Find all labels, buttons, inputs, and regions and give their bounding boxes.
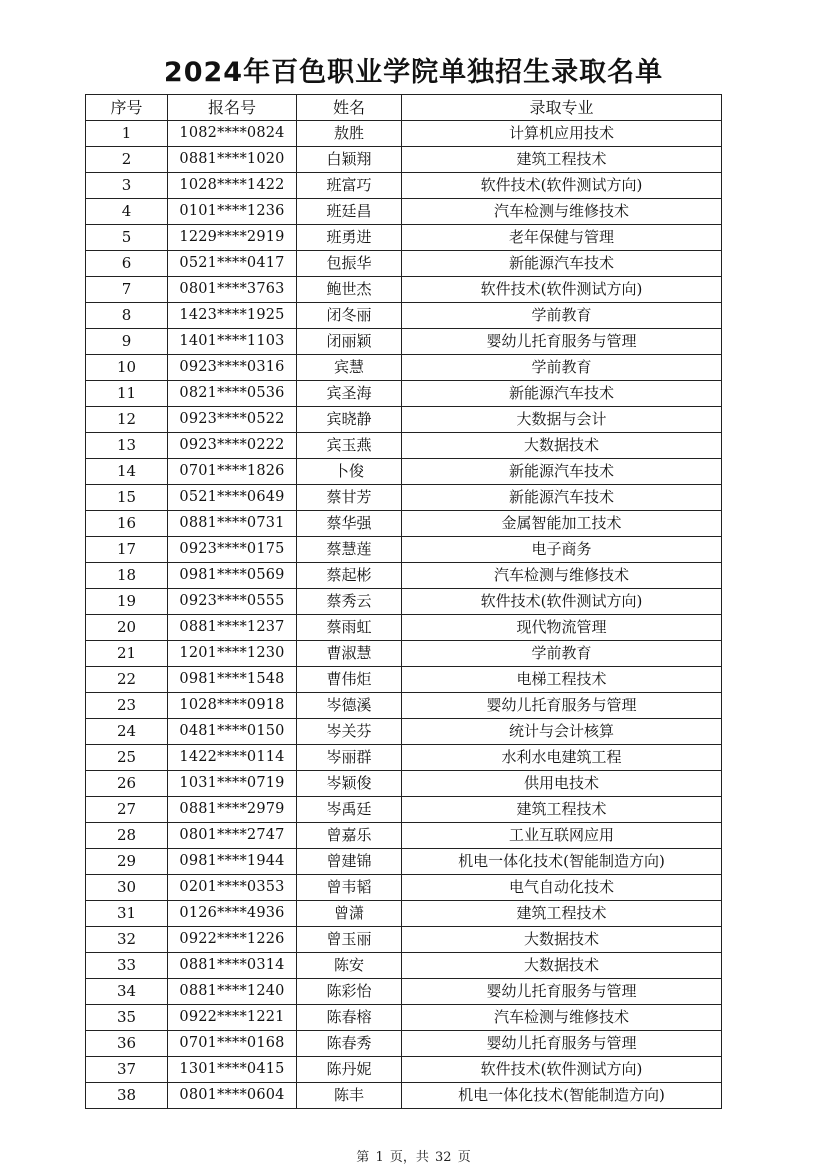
- table-row: [86, 875, 722, 901]
- cell-name: 宾圣海: [297, 381, 402, 407]
- table-row: [86, 693, 722, 719]
- cell-regno: 0701****1826: [168, 459, 297, 485]
- cell-regno: 1423****1925: [168, 303, 297, 329]
- cell-name: 岑禹廷: [297, 797, 402, 823]
- cell-name: 蔡秀云: [297, 589, 402, 615]
- cell-index: 11: [86, 381, 168, 407]
- cell-index: 31: [86, 901, 168, 927]
- cell-major: 软件技术(软件测试方向): [402, 589, 722, 615]
- cell-index: 16: [86, 511, 168, 537]
- cell-name: 曾韦韬: [297, 875, 402, 901]
- cell-name: 曾玉丽: [297, 927, 402, 953]
- table-row: [86, 537, 722, 563]
- cell-index: 4: [86, 199, 168, 225]
- cell-major: 计算机应用技术: [402, 121, 722, 147]
- cell-regno: 0521****0649: [168, 485, 297, 511]
- cell-major: 新能源汽车技术: [402, 485, 722, 511]
- cell-major: 学前教育: [402, 355, 722, 381]
- cell-index: 14: [86, 459, 168, 485]
- cell-index: 22: [86, 667, 168, 693]
- cell-name: 鲍世杰: [297, 277, 402, 303]
- cell-regno: 1229****2919: [168, 225, 297, 251]
- cell-major: 金属智能加工技术: [402, 511, 722, 537]
- table-row: [86, 589, 722, 615]
- table-row: [86, 433, 722, 459]
- cell-major: 新能源汽车技术: [402, 251, 722, 277]
- cell-index: 2: [86, 147, 168, 173]
- cell-index: 19: [86, 589, 168, 615]
- cell-index: 27: [86, 797, 168, 823]
- table-row: [86, 277, 722, 303]
- cell-name: 闭冬丽: [297, 303, 402, 329]
- cell-index: 21: [86, 641, 168, 667]
- cell-regno: 1028****0918: [168, 693, 297, 719]
- cell-name: 宾晓静: [297, 407, 402, 433]
- table-row: [86, 511, 722, 537]
- cell-major: 建筑工程技术: [402, 901, 722, 927]
- table-row: [86, 771, 722, 797]
- cell-name: 陈春榕: [297, 1005, 402, 1031]
- cell-major: 大数据技术: [402, 927, 722, 953]
- cell-regno: 0981****1548: [168, 667, 297, 693]
- cell-major: 建筑工程技术: [402, 797, 722, 823]
- cell-regno: 0801****2747: [168, 823, 297, 849]
- cell-regno: 0881****1237: [168, 615, 297, 641]
- cell-index: 34: [86, 979, 168, 1005]
- cell-major: 软件技术(软件测试方向): [402, 173, 722, 199]
- cell-name: 蔡慧莲: [297, 537, 402, 563]
- column-header-name: 姓名: [297, 95, 402, 121]
- cell-regno: 0801****3763: [168, 277, 297, 303]
- cell-index: 17: [86, 537, 168, 563]
- table-row: [86, 303, 722, 329]
- table-row: [86, 823, 722, 849]
- cell-major: 电气自动化技术: [402, 875, 722, 901]
- table-row: [86, 381, 722, 407]
- cell-major: 新能源汽车技术: [402, 459, 722, 485]
- cell-regno: 0521****0417: [168, 251, 297, 277]
- cell-name: 敖胜: [297, 121, 402, 147]
- cell-name: 岑颖俊: [297, 771, 402, 797]
- cell-regno: 1201****1230: [168, 641, 297, 667]
- cell-major: 工业互联网应用: [402, 823, 722, 849]
- cell-regno: 0881****1240: [168, 979, 297, 1005]
- cell-name: 卜俊: [297, 459, 402, 485]
- cell-regno: 0922****1221: [168, 1005, 297, 1031]
- cell-regno: 1028****1422: [168, 173, 297, 199]
- cell-major: 学前教育: [402, 641, 722, 667]
- cell-major: 新能源汽车技术: [402, 381, 722, 407]
- cell-regno: 0881****0314: [168, 953, 297, 979]
- table-row: [86, 1057, 722, 1083]
- cell-regno: 0881****1020: [168, 147, 297, 173]
- cell-name: 曾建锦: [297, 849, 402, 875]
- cell-index: 33: [86, 953, 168, 979]
- cell-index: 1: [86, 121, 168, 147]
- table-row: [86, 849, 722, 875]
- cell-index: 23: [86, 693, 168, 719]
- cell-major: 汽车检测与维修技术: [402, 563, 722, 589]
- admission-table: [85, 94, 722, 1109]
- table-row: [86, 459, 722, 485]
- cell-major: 大数据与会计: [402, 407, 722, 433]
- cell-regno: 0881****0731: [168, 511, 297, 537]
- cell-index: 35: [86, 1005, 168, 1031]
- table-row: [86, 407, 722, 433]
- cell-name: 蔡雨虹: [297, 615, 402, 641]
- cell-regno: 0481****0150: [168, 719, 297, 745]
- cell-name: 岑关芬: [297, 719, 402, 745]
- cell-major: 老年保健与管理: [402, 225, 722, 251]
- table-row: [86, 251, 722, 277]
- cell-index: 32: [86, 927, 168, 953]
- cell-index: 3: [86, 173, 168, 199]
- cell-name: 曹伟炬: [297, 667, 402, 693]
- cell-major: 软件技术(软件测试方向): [402, 1057, 722, 1083]
- table-row: [86, 641, 722, 667]
- table-row: [86, 355, 722, 381]
- cell-regno: 0923****0522: [168, 407, 297, 433]
- cell-major: 水利水电建筑工程: [402, 745, 722, 771]
- cell-index: 8: [86, 303, 168, 329]
- cell-major: 电梯工程技术: [402, 667, 722, 693]
- cell-index: 13: [86, 433, 168, 459]
- footer-prefix: 第: [356, 1150, 370, 1165]
- table-row: [86, 563, 722, 589]
- cell-index: 9: [86, 329, 168, 355]
- cell-index: 28: [86, 823, 168, 849]
- cell-index: 29: [86, 849, 168, 875]
- table-row: [86, 901, 722, 927]
- cell-major: 汽车检测与维修技术: [402, 199, 722, 225]
- cell-major: 建筑工程技术: [402, 147, 722, 173]
- cell-regno: 0922****1226: [168, 927, 297, 953]
- cell-name: 宾玉燕: [297, 433, 402, 459]
- table-row: [86, 797, 722, 823]
- cell-index: 15: [86, 485, 168, 511]
- cell-regno: 0201****0353: [168, 875, 297, 901]
- table-row: [86, 927, 722, 953]
- table-row: [86, 225, 722, 251]
- table-body: [86, 121, 722, 1109]
- cell-regno: 0923****0222: [168, 433, 297, 459]
- cell-name: 蔡甘芳: [297, 485, 402, 511]
- cell-regno: 1031****0719: [168, 771, 297, 797]
- cell-index: 24: [86, 719, 168, 745]
- cell-regno: 1301****0415: [168, 1057, 297, 1083]
- cell-index: 12: [86, 407, 168, 433]
- table-row: [86, 329, 722, 355]
- cell-major: 软件技术(软件测试方向): [402, 277, 722, 303]
- table-row: [86, 1083, 722, 1109]
- cell-regno: 0101****1236: [168, 199, 297, 225]
- cell-regno: 0923****0175: [168, 537, 297, 563]
- cell-major: 机电一体化技术(智能制造方向): [402, 1083, 722, 1109]
- cell-index: 10: [86, 355, 168, 381]
- cell-name: 曹淑慧: [297, 641, 402, 667]
- cell-name: 班廷昌: [297, 199, 402, 225]
- footer-page-number: 1: [375, 1150, 384, 1165]
- cell-name: 陈安: [297, 953, 402, 979]
- cell-major: 电子商务: [402, 537, 722, 563]
- table-row: [86, 147, 722, 173]
- cell-regno: 0981****1944: [168, 849, 297, 875]
- cell-regno: 0981****0569: [168, 563, 297, 589]
- cell-index: 36: [86, 1031, 168, 1057]
- table-row: [86, 121, 722, 147]
- table-row: [86, 199, 722, 225]
- table-row: [86, 979, 722, 1005]
- cell-name: 宾慧: [297, 355, 402, 381]
- cell-major: 大数据技术: [402, 433, 722, 459]
- cell-regno: 1082****0824: [168, 121, 297, 147]
- footer-total-pages: 32: [435, 1150, 452, 1165]
- cell-name: 蔡起彬: [297, 563, 402, 589]
- cell-major: 大数据技术: [402, 953, 722, 979]
- cell-major: 汽车检测与维修技术: [402, 1005, 722, 1031]
- table-row: [86, 719, 722, 745]
- cell-name: 曾嘉乐: [297, 823, 402, 849]
- cell-regno: 0801****0604: [168, 1083, 297, 1109]
- page-title: 2024年百色职业学院单独招生录取名单: [163, 57, 664, 88]
- cell-regno: 0126****4936: [168, 901, 297, 927]
- table-row: [86, 1031, 722, 1057]
- cell-major: 现代物流管理: [402, 615, 722, 641]
- cell-index: 6: [86, 251, 168, 277]
- cell-name: 班富巧: [297, 173, 402, 199]
- cell-index: 37: [86, 1057, 168, 1083]
- table-row: [86, 667, 722, 693]
- table-row: [86, 953, 722, 979]
- cell-regno: 0923****0555: [168, 589, 297, 615]
- footer-mid: 页，共: [389, 1150, 429, 1165]
- cell-name: 闭丽颖: [297, 329, 402, 355]
- cell-regno: 1422****0114: [168, 745, 297, 771]
- cell-regno: 0821****0536: [168, 381, 297, 407]
- column-header-major: 录取专业: [402, 95, 722, 121]
- cell-major: 婴幼儿托育服务与管理: [402, 1031, 722, 1057]
- table-row: [86, 1005, 722, 1031]
- cell-regno: 0923****0316: [168, 355, 297, 381]
- page-footer: [0, 1146, 827, 1165]
- table-row: [86, 615, 722, 641]
- table-header-row: [86, 95, 722, 121]
- cell-name: 包振华: [297, 251, 402, 277]
- cell-index: 20: [86, 615, 168, 641]
- cell-major: 机电一体化技术(智能制造方向): [402, 849, 722, 875]
- cell-major: 学前教育: [402, 303, 722, 329]
- cell-major: 供用电技术: [402, 771, 722, 797]
- cell-name: 岑丽群: [297, 745, 402, 771]
- cell-name: 陈彩怡: [297, 979, 402, 1005]
- cell-index: 38: [86, 1083, 168, 1109]
- cell-major: 统计与会计核算: [402, 719, 722, 745]
- cell-name: 陈丹妮: [297, 1057, 402, 1083]
- cell-index: 18: [86, 563, 168, 589]
- cell-index: 25: [86, 745, 168, 771]
- table-row: [86, 173, 722, 199]
- cell-index: 5: [86, 225, 168, 251]
- cell-major: 婴幼儿托育服务与管理: [402, 329, 722, 355]
- cell-name: 白颖翔: [297, 147, 402, 173]
- cell-index: 30: [86, 875, 168, 901]
- cell-name: 岑德溪: [297, 693, 402, 719]
- cell-regno: 1401****1103: [168, 329, 297, 355]
- cell-regno: 0701****0168: [168, 1031, 297, 1057]
- footer-suffix: 页: [457, 1150, 471, 1165]
- cell-name: 班勇进: [297, 225, 402, 251]
- cell-name: 曾潇: [297, 901, 402, 927]
- cell-regno: 0881****2979: [168, 797, 297, 823]
- cell-major: 婴幼儿托育服务与管理: [402, 693, 722, 719]
- cell-name: 蔡华强: [297, 511, 402, 537]
- cell-index: 7: [86, 277, 168, 303]
- cell-name: 陈春秀: [297, 1031, 402, 1057]
- cell-major: 婴幼儿托育服务与管理: [402, 979, 722, 1005]
- cell-name: 陈丰: [297, 1083, 402, 1109]
- table-row: [86, 745, 722, 771]
- table-row: [86, 485, 722, 511]
- cell-index: 26: [86, 771, 168, 797]
- column-header-index: 序号: [86, 95, 168, 121]
- column-header-regno: 报名号: [168, 95, 297, 121]
